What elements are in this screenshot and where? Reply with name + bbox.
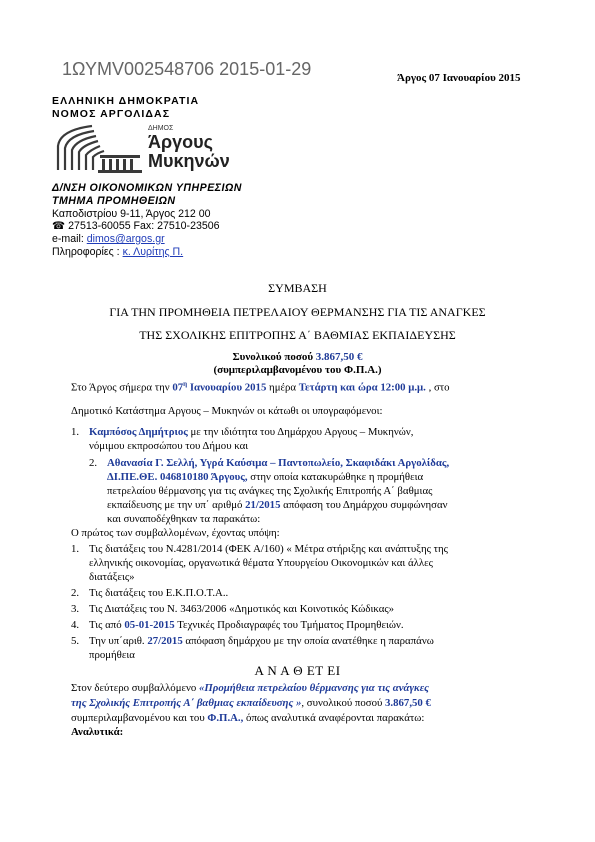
party-2-number: 2. (89, 457, 98, 469)
award-heading: Α Ν Α Θ ΕΤ ΕΙ (254, 663, 341, 678)
consideration-4-text-b: Τεχνικές Προδιαγραφές του Τμήματος Προμηθειών. (174, 619, 404, 631)
amount-value: 3.867,50 € (315, 351, 363, 363)
intro-month: Ιανουαρίου 2015 (187, 381, 267, 394)
total-amount (0, 351, 595, 363)
telephone-icon: ☎ (52, 220, 66, 232)
consideration-2: Τις διατάξεις του Ε.Κ.Π.Ο.Τ.Α.. (89, 587, 229, 599)
phone-line (52, 220, 220, 232)
email-link[interactable]: dimos@argos.gr (86, 233, 165, 245)
email-label: e-mail: (52, 233, 87, 245)
info-contact: κ. Λυρίτης Π. (122, 246, 184, 258)
specs-date: 05-01-2015 (124, 619, 175, 631)
consideration-5-number: 5. (71, 635, 80, 647)
intro-text-2: ημέρα (266, 381, 299, 394)
party-2-line-3: πετρελαίου θέρμανσης για τις ανάγκες της Σχολικής Επιτροπής Α΄ βαθμιας (107, 485, 433, 497)
award-line-3 (71, 712, 424, 724)
intro-paragraph-line-1 (71, 380, 450, 394)
intro-text-3: , στο (425, 381, 450, 394)
info-label: Πληροφορίες : (52, 246, 123, 258)
party-2-line-2 (107, 471, 423, 483)
consideration-1-line-2: ελληνικής οικονομίας, οργανωτικά θέματα Υπουργείου Οικονομικών και άλλες (89, 557, 433, 569)
party-2-line-4 (107, 499, 448, 511)
party-1-line-1 (89, 426, 413, 438)
consideration-5-text-b: απόφαση δημάρχου με την οποία ανατέθηκε η παραπάνω (182, 635, 434, 647)
prefecture-heading: ΝΟΜΟΣ ΑΡΓΟΛΙΔΑΣ (52, 108, 171, 120)
consideration-2-number: 2. (71, 587, 80, 599)
consideration-5-text-a: Την υπ΄αριθ. (89, 635, 148, 647)
consideration-3: Τις Διατάξεις του Ν. 3463/2006 «Δημοτικός και Κοινοτικός Κώδικας» (89, 603, 395, 615)
intro-date-sup: η (183, 380, 188, 388)
info-line (52, 246, 183, 258)
intro-paragraph-line-2: Δημοτικό Κατάστημα Αργους – Μυκηνών οι κάτωθι οι υπογραφόμενοι: (71, 405, 383, 417)
party-1-line-2: νόμιμου εκπροσώπου του Δήμου και (89, 440, 249, 452)
award-line-2 (71, 697, 431, 709)
email-line (52, 233, 165, 245)
award-text-3a: συμπεριλαμβανομένου και του (71, 712, 208, 724)
decision-number: 21/2015 (245, 499, 281, 511)
first-party-considering: Ο πρώτος των συμβαλλομένων, έχοντας υπόψη: (71, 527, 280, 539)
vat-note: (συμπεριλαμβανομένου του Φ.Π.Α.) (213, 364, 382, 376)
party-1-role: με την ιδιότητα του Δημάρχου Αργους – Μυκηνών, (187, 426, 414, 438)
ada-code-watermark: 1ΩΥΜV002548706 2015-01-29 (62, 59, 312, 79)
logo-small-text: ΔΗΜΟΣ (148, 125, 174, 132)
consideration-4 (89, 619, 404, 631)
amount-label: Συνολικού ποσού (232, 351, 316, 363)
award-text-1a: Στον δεύτερο συμβαλλόμενο (71, 682, 200, 694)
intro-day-time: Τετάρτη και ώρα 12:00 μ.μ. (298, 381, 426, 394)
consideration-1-number: 1. (71, 543, 80, 555)
detailed-heading: Αναλυτικά: (71, 726, 124, 738)
contract-subject-line-2: ΤΗΣ ΣΧΟΛΙΚΗΣ ΕΠΙΤΡΟΠΗΣ Α΄ ΒΑΘΜΙΑΣ ΕΚΠΑΙΔΕΥΣΗΣ (139, 328, 456, 342)
republic-heading: ΕΛΛΗΝΙΚΗ ΔΗΜΟΚΡΑΤΙΑ (52, 95, 200, 107)
phone-fax: 27513-60055 Fax: 27510-23506 (68, 220, 220, 232)
intro-text: Στο Άργος σήμερα την (71, 381, 173, 394)
logo-emblem-icon (52, 122, 147, 174)
consideration-1-line-3: διατάξεις» (89, 571, 135, 583)
intro-date: 07 (172, 381, 184, 394)
logo-line-1: Άργους (148, 132, 213, 152)
party-2-line-1: Αθανασία Γ. Σελλή, Υγρά Καύσιμα – Παντοπωλείο, Σκαφιδάκι Αργολίδας, (107, 457, 450, 469)
award-subject: «Προμήθεια πετρελαίου θέρμανσης για τις ανάγκες (199, 682, 429, 694)
award-text-3b: όπως αναλυτικά αναφέρονται παρακάτω: (243, 712, 425, 724)
consideration-5-line-1 (89, 635, 434, 647)
consideration-4-number: 4. (71, 619, 80, 631)
party-2-text-4b: απόφαση του Δημάρχου συμφώνησαν (280, 499, 448, 511)
party-1-name: Καμπόσος Δημήτριος (89, 426, 188, 438)
award-vat: Φ.Π.Α., (207, 712, 244, 724)
address: Καποδιστρίου 9-11, Άργος 212 00 (52, 208, 211, 220)
mayor-decision-number: 27/2015 (147, 635, 183, 647)
consideration-5-line-2: προμήθεια (89, 649, 135, 661)
party-2-text: στην οποία κατακυρώθηκε η προμήθεια (247, 471, 424, 483)
consideration-3-number: 3. (71, 603, 80, 615)
party-1-number: 1. (71, 426, 80, 438)
award-text-2b: , συνολικού ποσού (301, 697, 386, 709)
document-date: Άργος 07 Ιανουαρίου 2015 (397, 72, 521, 84)
argos-mykines-logo (52, 122, 252, 174)
department-name: Δ/ΝΣΗ ΟΙΚΟΝΟΜΙΚΩΝ ΥΠΗΡΕΣΙΩΝ (52, 182, 242, 194)
party-2-text-4a: εκπαίδευσης με την υπ΄ αριθμό (107, 499, 246, 511)
party-2-line-5: και συναποδέχθηκαν τα παρακάτω: (107, 513, 261, 525)
consideration-4-text-a: Τις από (89, 619, 125, 631)
award-line-1 (71, 682, 429, 694)
contract-subject-line-1: ΓΙΑ ΤΗΝ ΠΡΟΜΗΘΕΙΑ ΠΕΤΡΕΛΑΙΟΥ ΘΕΡΜΑΝΣΗΣ ΓΙΑ ΤΙΣ ΑΝΑΓΚΕΣ (109, 305, 486, 319)
contract-title: ΣΥΜΒΑΣΗ (268, 281, 327, 295)
consideration-1-line-1: Τις διατάξεις του Ν.4281/2014 (ΦΕΚ Α/160) « Μέτρα στήριξης και ανάπτυξης της (89, 543, 448, 555)
section-name: ΤΜΗΜΑ ΠΡΟΜΗΘΕΙΩΝ (52, 195, 176, 207)
award-amount: 3.867,50 € (385, 697, 431, 709)
party-2-afm: ΔΙ.ΠΕ.ΘΕ. 046810180 Άργους, (107, 471, 248, 483)
logo-line-2: Μυκηνών (148, 151, 230, 171)
award-subject-cont: της Σχολικής Επιτροπής Α΄ βαθμιας εκπαίδευσης » (71, 697, 302, 709)
